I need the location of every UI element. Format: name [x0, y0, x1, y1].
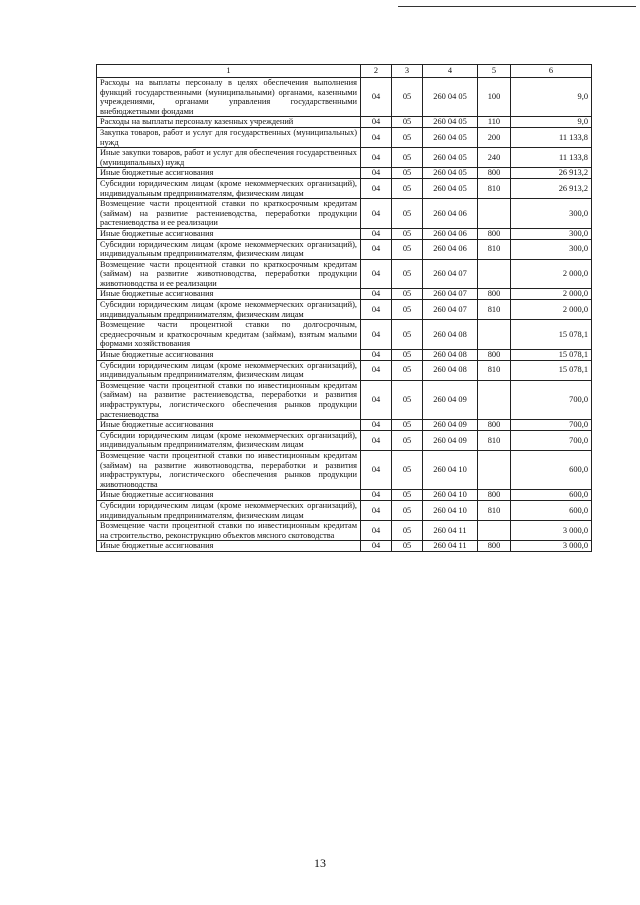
- expense-type-cell: [478, 450, 511, 489]
- subsection-code-cell: 05: [392, 360, 423, 380]
- column-header: 2: [361, 65, 392, 78]
- table-row: [97, 450, 592, 489]
- row-name-cell: Иные бюджетные ассигнования: [97, 228, 361, 239]
- subsection-code-cell: 05: [392, 148, 423, 168]
- expense-type-cell: 810: [478, 500, 511, 520]
- expense-type-cell: [478, 320, 511, 350]
- amount-cell: 15 078,1: [511, 350, 592, 361]
- expense-type-cell: 800: [478, 420, 511, 431]
- amount-cell: 3 000,0: [511, 541, 592, 552]
- target-article-cell: 260 04 08: [423, 350, 478, 361]
- target-article-cell: 260 04 10: [423, 490, 478, 501]
- subsection-code-cell: 05: [392, 490, 423, 501]
- section-code-cell: 04: [361, 289, 392, 300]
- subsection-code-cell: 05: [392, 500, 423, 520]
- subsection-code-cell: 05: [392, 521, 423, 541]
- section-code-cell: 04: [361, 127, 392, 147]
- table-row: [97, 117, 592, 128]
- target-article-cell: 260 04 06: [423, 199, 478, 229]
- subsection-code-cell: 05: [392, 380, 423, 419]
- header-rule: [398, 6, 636, 7]
- section-code-cell: 04: [361, 259, 392, 289]
- table-row: [97, 199, 592, 229]
- table-row: [97, 380, 592, 419]
- subsection-code-cell: 05: [392, 239, 423, 259]
- amount-cell: 9,0: [511, 78, 592, 117]
- row-name-cell: Возмещение части процентной ставки по инвестиционным кредитам (займам) на развитие животноводства, переработки и развития инфраструктуры, логистического обеспечения рынков продукции животноводства: [97, 450, 361, 489]
- target-article-cell: 260 04 05: [423, 78, 478, 117]
- row-name-cell: Иные бюджетные ассигнования: [97, 490, 361, 501]
- expense-type-cell: 810: [478, 178, 511, 198]
- target-article-cell: 260 04 09: [423, 420, 478, 431]
- section-code-cell: 04: [361, 490, 392, 501]
- section-code-cell: 04: [361, 239, 392, 259]
- amount-cell: 300,0: [511, 228, 592, 239]
- subsection-code-cell: 05: [392, 300, 423, 320]
- section-code-cell: 04: [361, 430, 392, 450]
- table-row: [97, 259, 592, 289]
- section-code-cell: 04: [361, 350, 392, 361]
- row-name-cell: Субсидии юридическим лицам (кроме некоммерческих организаций), индивидуальным предпринимателям, физическим лицам: [97, 178, 361, 198]
- section-code-cell: 04: [361, 500, 392, 520]
- subsection-code-cell: 05: [392, 178, 423, 198]
- subsection-code-cell: 05: [392, 450, 423, 489]
- subsection-code-cell: 05: [392, 350, 423, 361]
- expense-type-cell: 800: [478, 168, 511, 179]
- amount-cell: 15 078,1: [511, 360, 592, 380]
- amount-cell: 15 078,1: [511, 320, 592, 350]
- amount-cell: 300,0: [511, 199, 592, 229]
- target-article-cell: 260 04 05: [423, 148, 478, 168]
- amount-cell: 700,0: [511, 420, 592, 431]
- target-article-cell: 260 04 07: [423, 259, 478, 289]
- section-code-cell: 04: [361, 228, 392, 239]
- subsection-code-cell: 05: [392, 127, 423, 147]
- subsection-code-cell: 05: [392, 117, 423, 128]
- expense-type-cell: [478, 521, 511, 541]
- target-article-cell: 260 04 10: [423, 500, 478, 520]
- section-code-cell: 04: [361, 148, 392, 168]
- table-row: [97, 320, 592, 350]
- row-name-cell: Иные бюджетные ассигнования: [97, 168, 361, 179]
- subsection-code-cell: 05: [392, 289, 423, 300]
- column-header: 3: [392, 65, 423, 78]
- row-name-cell: Субсидии юридическим лицам (кроме некоммерческих организаций), индивидуальным предпринимателям, физическим лицам: [97, 360, 361, 380]
- subsection-code-cell: 05: [392, 168, 423, 179]
- row-name-cell: Расходы на выплаты персоналу в целях обеспечения выполнения функций государственными (муниципальными) органами, казенными учреждениями, органами управления государственными внебюджетными фондами: [97, 78, 361, 117]
- expense-type-cell: 800: [478, 490, 511, 501]
- row-name-cell: Иные бюджетные ассигнования: [97, 541, 361, 552]
- page-number: 13: [314, 856, 326, 870]
- expense-type-cell: 800: [478, 228, 511, 239]
- table-header-row: [97, 65, 592, 78]
- amount-cell: 600,0: [511, 450, 592, 489]
- subsection-code-cell: 05: [392, 320, 423, 350]
- amount-cell: 2 000,0: [511, 289, 592, 300]
- row-name-cell: Возмещение части процентной ставки по инвестиционным кредитам (займам) на развитие растениеводства, переработки и развития инфраструктуры, логистического обеспечения рынков продукции растениеводства: [97, 380, 361, 419]
- row-name-cell: Иные закупки товаров, работ и услуг для обеспечения государственных (муниципальных) нужд: [97, 148, 361, 168]
- expense-type-cell: 800: [478, 350, 511, 361]
- target-article-cell: 260 04 07: [423, 289, 478, 300]
- amount-cell: 600,0: [511, 490, 592, 501]
- row-name-cell: Возмещение части процентной ставки по долгосрочным, среднесрочным и краткосрочным кредитам (займам), взятым малыми формами хозяйствования: [97, 320, 361, 350]
- table-row: [97, 430, 592, 450]
- table-row: [97, 350, 592, 361]
- section-code-cell: 04: [361, 541, 392, 552]
- table-row: [97, 490, 592, 501]
- row-name-cell: Субсидии юридическим лицам (кроме некоммерческих организаций), индивидуальным предпринимателям, физическим лицам: [97, 239, 361, 259]
- section-code-cell: 04: [361, 521, 392, 541]
- column-header: 1: [97, 65, 361, 78]
- section-code-cell: 04: [361, 380, 392, 419]
- expense-type-cell: 810: [478, 360, 511, 380]
- table-row: [97, 420, 592, 431]
- subsection-code-cell: 05: [392, 259, 423, 289]
- expense-type-cell: [478, 259, 511, 289]
- section-code-cell: 04: [361, 450, 392, 489]
- amount-cell: 3 000,0: [511, 521, 592, 541]
- row-name-cell: Иные бюджетные ассигнования: [97, 420, 361, 431]
- amount-cell: 600,0: [511, 500, 592, 520]
- target-article-cell: 260 04 08: [423, 360, 478, 380]
- section-code-cell: 04: [361, 300, 392, 320]
- row-name-cell: Субсидии юридическим лицам (кроме некоммерческих организаций), индивидуальным предпринимателям, физическим лицам: [97, 500, 361, 520]
- table-row: [97, 300, 592, 320]
- target-article-cell: 260 04 08: [423, 320, 478, 350]
- row-name-cell: Возмещение части процентной ставки по краткосрочным кредитам (займам) на развитие животноводства, переработки продукции животноводства и ее реализации: [97, 259, 361, 289]
- section-code-cell: 04: [361, 320, 392, 350]
- expense-type-cell: 240: [478, 148, 511, 168]
- expense-type-cell: 100: [478, 78, 511, 117]
- expense-type-cell: [478, 380, 511, 419]
- table-row: [97, 500, 592, 520]
- section-code-cell: 04: [361, 178, 392, 198]
- expense-type-cell: 200: [478, 127, 511, 147]
- target-article-cell: 260 04 11: [423, 521, 478, 541]
- table-row: [97, 228, 592, 239]
- row-name-cell: Иные бюджетные ассигнования: [97, 289, 361, 300]
- table-row: [97, 178, 592, 198]
- amount-cell: 2 000,0: [511, 300, 592, 320]
- target-article-cell: 260 04 05: [423, 117, 478, 128]
- subsection-code-cell: 05: [392, 420, 423, 431]
- target-article-cell: 260 04 06: [423, 239, 478, 259]
- column-header: 6: [511, 65, 592, 78]
- row-name-cell: Субсидии юридическим лицам (кроме некоммерческих организаций), индивидуальным предпринимателям, физическим лицам: [97, 300, 361, 320]
- amount-cell: 9,0: [511, 117, 592, 128]
- expense-type-cell: 810: [478, 300, 511, 320]
- section-code-cell: 04: [361, 199, 392, 229]
- target-article-cell: 260 04 11: [423, 541, 478, 552]
- budget-table: [96, 64, 592, 552]
- target-article-cell: 260 04 07: [423, 300, 478, 320]
- target-article-cell: 260 04 05: [423, 178, 478, 198]
- table-row: [97, 148, 592, 168]
- row-name-cell: Возмещение части процентной ставки по инвестиционным кредитам на строительство, реконструкцию объектов мясного скотоводства: [97, 521, 361, 541]
- amount-cell: 300,0: [511, 239, 592, 259]
- expense-type-cell: 810: [478, 430, 511, 450]
- expense-type-cell: 800: [478, 541, 511, 552]
- target-article-cell: 260 04 09: [423, 380, 478, 419]
- expense-type-cell: [478, 199, 511, 229]
- subsection-code-cell: 05: [392, 430, 423, 450]
- table-row: [97, 239, 592, 259]
- section-code-cell: 04: [361, 168, 392, 179]
- row-name-cell: Возмещение части процентной ставки по краткосрочным кредитам (займам) на развитие растениеводства, переработки продукции растениеводства и ее реализации: [97, 199, 361, 229]
- expense-type-cell: 810: [478, 239, 511, 259]
- amount-cell: 700,0: [511, 380, 592, 419]
- table-row: [97, 541, 592, 552]
- subsection-code-cell: 05: [392, 78, 423, 117]
- column-header: 5: [478, 65, 511, 78]
- subsection-code-cell: 05: [392, 228, 423, 239]
- row-name-cell: Субсидии юридическим лицам (кроме некоммерческих организаций), индивидуальным предпринимателям, физическим лицам: [97, 430, 361, 450]
- section-code-cell: 04: [361, 420, 392, 431]
- amount-cell: 11 133,8: [511, 127, 592, 147]
- section-code-cell: 04: [361, 78, 392, 117]
- target-article-cell: 260 04 05: [423, 168, 478, 179]
- subsection-code-cell: 05: [392, 541, 423, 552]
- amount-cell: 26 913,2: [511, 178, 592, 198]
- row-name-cell: Закупка товаров, работ и услуг для государственных (муниципальных) нужд: [97, 127, 361, 147]
- section-code-cell: 04: [361, 360, 392, 380]
- target-article-cell: 260 04 06: [423, 228, 478, 239]
- row-name-cell: Иные бюджетные ассигнования: [97, 350, 361, 361]
- table-row: [97, 168, 592, 179]
- target-article-cell: 260 04 05: [423, 127, 478, 147]
- expense-type-cell: 800: [478, 289, 511, 300]
- table-row: [97, 360, 592, 380]
- amount-cell: 700,0: [511, 430, 592, 450]
- target-article-cell: 260 04 10: [423, 450, 478, 489]
- column-header: 4: [423, 65, 478, 78]
- subsection-code-cell: 05: [392, 199, 423, 229]
- table-row: [97, 521, 592, 541]
- table-row: [97, 127, 592, 147]
- target-article-cell: 260 04 09: [423, 430, 478, 450]
- table-row: [97, 78, 592, 117]
- table-row: [97, 289, 592, 300]
- row-name-cell: Расходы на выплаты персоналу казенных учреждений: [97, 117, 361, 128]
- expense-type-cell: 110: [478, 117, 511, 128]
- section-code-cell: 04: [361, 117, 392, 128]
- amount-cell: 2 000,0: [511, 259, 592, 289]
- amount-cell: 26 913,2: [511, 168, 592, 179]
- amount-cell: 11 133,8: [511, 148, 592, 168]
